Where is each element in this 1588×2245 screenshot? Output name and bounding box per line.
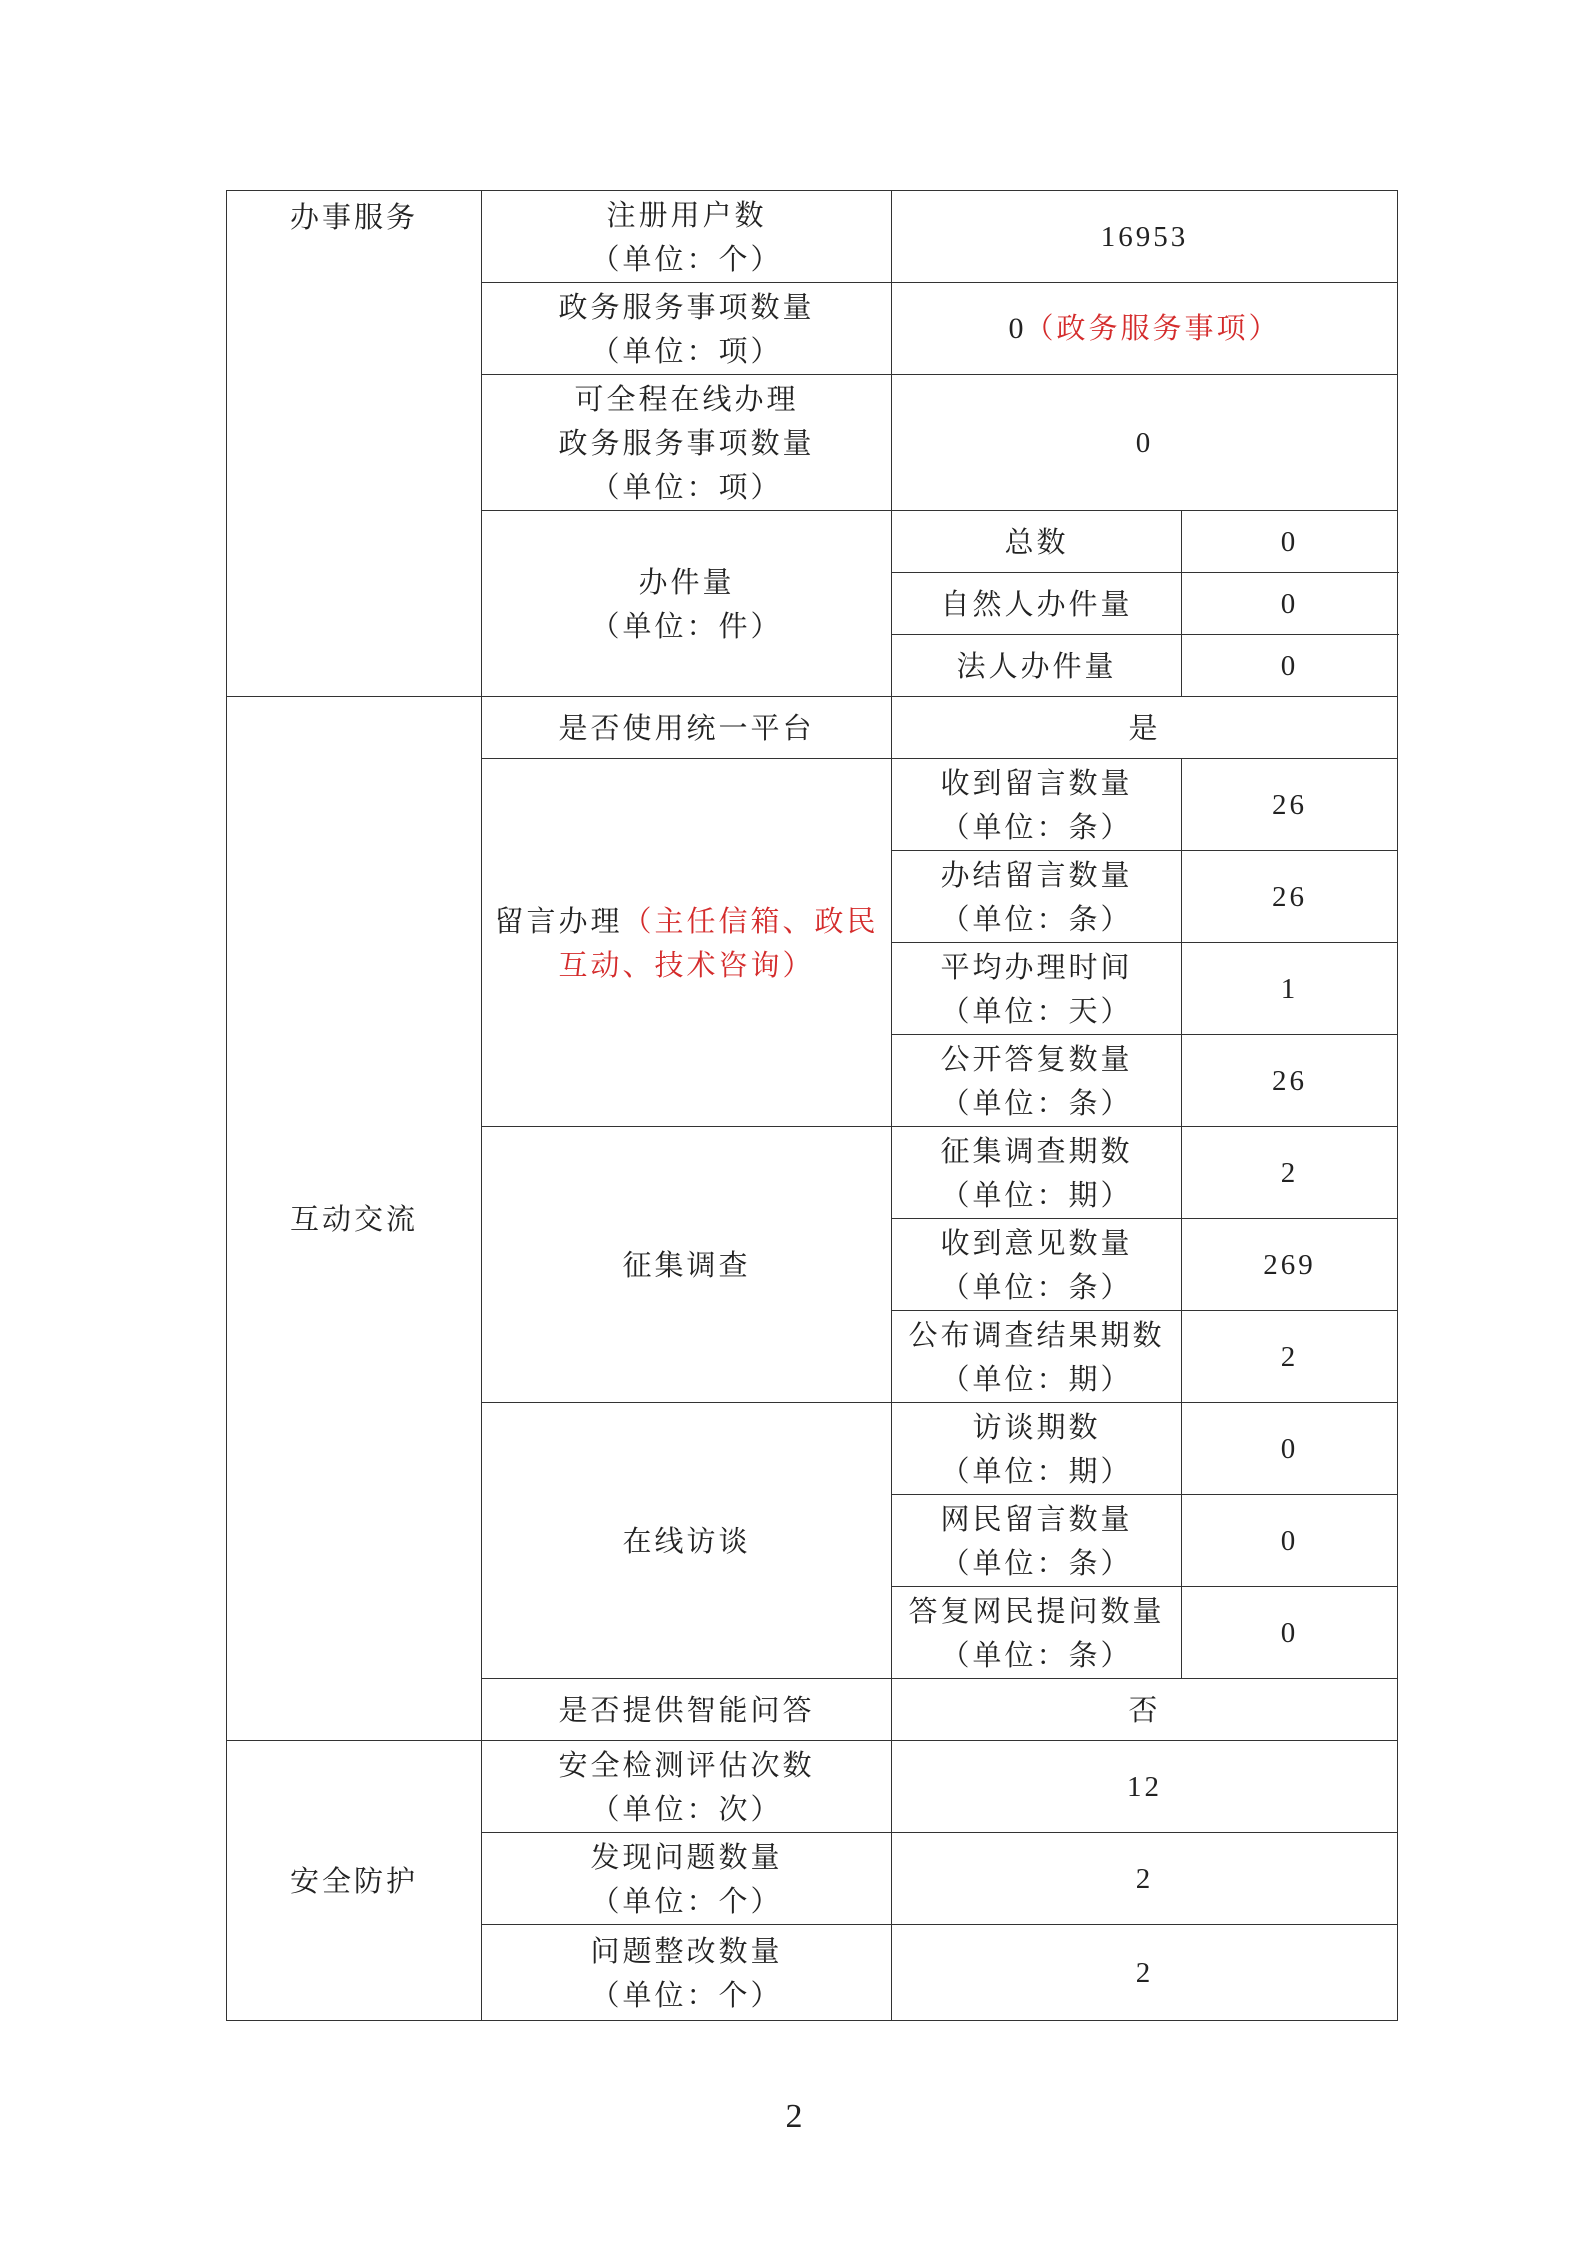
- row-label-registered-users: 注册用户数 （单位：个）: [482, 191, 892, 283]
- survey-opinions-label: 收到意见数量 （单位：条）: [892, 1219, 1182, 1311]
- messages-avg-time-label: 平均办理时间 （单位：天）: [892, 943, 1182, 1035]
- interview-periods-value: 0: [1182, 1403, 1398, 1495]
- value-issues-fixed: 2: [892, 1925, 1398, 2021]
- value-registered-users: 16953: [892, 191, 1398, 283]
- table-row: [227, 191, 1398, 283]
- messages-closed-label: 办结留言数量 （单位：条）: [892, 851, 1182, 943]
- row-label-gov-items: 政务服务事项数量 （单位：项）: [482, 283, 892, 375]
- value-issues-found: 2: [892, 1833, 1398, 1925]
- row-label-online-items: 可全程在线办理 政务服务事项数量 （单位：项）: [482, 375, 892, 511]
- row-label-cases: 办件量 （单位：件）: [482, 511, 892, 697]
- value-smart-qa: 否: [892, 1679, 1398, 1741]
- cases-natural-value: 0: [1182, 573, 1398, 635]
- cases-total-value: 0: [1182, 511, 1398, 573]
- value-security-checks: 12: [892, 1741, 1398, 1833]
- interview-messages-label: 网民留言数量 （单位：条）: [892, 1495, 1182, 1587]
- section-label-security: 安全防护: [227, 1741, 482, 2021]
- cases-total-label: 总数: [892, 511, 1182, 573]
- cases-legal-label: 法人办件量: [892, 635, 1182, 697]
- messages-avg-time-value: 1: [1182, 943, 1398, 1035]
- messages-received-value: 26: [1182, 759, 1398, 851]
- messages-public-reply-label: 公开答复数量 （单位：条）: [892, 1035, 1182, 1127]
- table-row: [227, 697, 1398, 759]
- cases-natural-label: 自然人办件量: [892, 573, 1182, 635]
- survey-results-label: 公布调查结果期数 （单位：期）: [892, 1311, 1182, 1403]
- messages-received-label: 收到留言数量 （单位：条）: [892, 759, 1182, 851]
- row-label-issues-fixed: 问题整改数量 （单位：个）: [482, 1925, 892, 2021]
- messages-closed-value: 26: [1182, 851, 1398, 943]
- survey-opinions-value: 269: [1182, 1219, 1398, 1311]
- section-label-service: 办事服务: [227, 191, 482, 697]
- row-label-messages: 留言办理（主任信箱、政民 互动、技术咨询）: [482, 759, 892, 1127]
- row-label-security-checks: 安全检测评估次数 （单位：次）: [482, 1741, 892, 1833]
- value-gov-items: 0（政务服务事项）: [892, 283, 1398, 375]
- interview-replies-label: 答复网民提问数量 （单位：条）: [892, 1587, 1182, 1679]
- value-unified-platform: 是: [892, 697, 1398, 759]
- survey-results-value: 2: [1182, 1311, 1398, 1403]
- row-label-survey: 征集调查: [482, 1127, 892, 1403]
- interview-periods-label: 访谈期数 （单位：期）: [892, 1403, 1182, 1495]
- row-label-unified-platform: 是否使用统一平台: [482, 697, 892, 759]
- interview-messages-value: 0: [1182, 1495, 1398, 1587]
- statistics-table: [226, 190, 1398, 2021]
- messages-public-reply-value: 26: [1182, 1035, 1398, 1127]
- row-label-issues-found: 发现问题数量 （单位：个）: [482, 1833, 892, 1925]
- page-number: 2: [785, 2098, 803, 2135]
- row-label-interview: 在线访谈: [482, 1403, 892, 1679]
- section-label-interaction: 互动交流: [227, 697, 482, 1741]
- value-online-items: 0: [892, 375, 1398, 511]
- gov-items-note: （政务服务事项）: [1024, 311, 1281, 345]
- table-row: [227, 1741, 1398, 1833]
- survey-periods-value: 2: [1182, 1127, 1398, 1219]
- row-label-smart-qa: 是否提供智能问答: [482, 1679, 892, 1741]
- interview-replies-value: 0: [1182, 1587, 1398, 1679]
- cases-legal-value: 0: [1182, 635, 1398, 697]
- survey-periods-label: 征集调查期数 （单位：期）: [892, 1127, 1182, 1219]
